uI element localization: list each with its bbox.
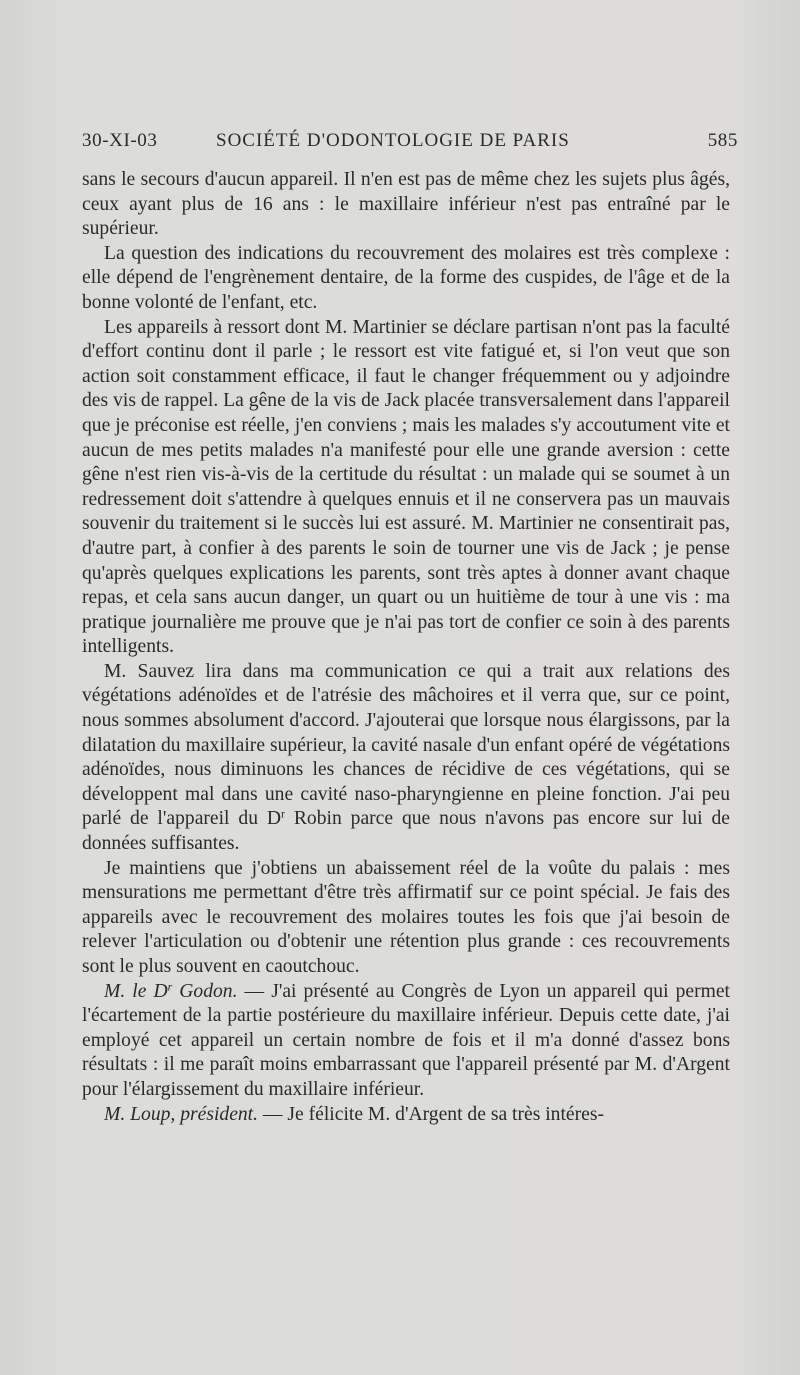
running-header [82, 130, 738, 160]
paragraph-4-text: M. Sauvez lira dans ma communication ce qui a trait aux relations des végétations adénoïdes et de l'atrésie des mâchoires et il verra que, sur ce point, nous sommes absolument d'accord. J'ajouterai que lorsque nous élargissons, par la dilatation du maxillaire supérieur, la cavité nasale d'un enfant opéré de végétations adénoïdes, nous diminuons les chances de récidive de ces végétations, qui se développent mal dans une cavité naso-pharyngienne en pleine fonction. J'ai peu parlé de l'appareil du D [82, 660, 730, 830]
paragraph-2: La question des indications du recouvrement des molaires est très complexe : elle dépend de l'engrènement dentaire, de la forme des cuspides, de l'âge et de la bonne volonté de l'enfant, etc. [82, 242, 730, 313]
speaker-godon-sup: r [167, 980, 173, 994]
paragraph-loup [82, 1103, 730, 1128]
header-title: SOCIÉTÉ D'ODONTOLOGIE DE PARIS [216, 130, 570, 151]
paragraph-1: sans le secours d'aucun appareil. Il n'en est pas de même chez les sujets plus âgés, ceux ayant plus de 16 ans : le maxillaire inférieur n'est pas entraîné par le supérieur. [82, 169, 730, 240]
page-number: 585 [707, 130, 738, 151]
speaker-loup: M. Loup, président. [104, 1103, 259, 1125]
header-date: 30-XI-03 [82, 130, 158, 151]
paragraph-4-sup: r [281, 807, 285, 821]
loup-text: — Je félicite M. d'Argent de sa très intéres- [258, 1103, 604, 1125]
speaker-godon-prefix: M. le D [104, 980, 168, 1002]
paragraph-5: Je maintiens que j'obtiens un abaissement réel de la voûte du palais : mes mensurations me permettant d'être très affirmatif sur ce point spécial. Je fais des appareils avec le recouvrement des molaires toutes les fois que j'ai besoin de relever l'articulation ou d'obtenir une rétention plus grande : ces recouvrements sont le plus souvent en caoutchouc. [82, 857, 730, 977]
paragraph-4-rest: Robin parce que nous n'avons pas encore sur lui de données suffisantes. [82, 808, 730, 855]
godon-text: — J'ai présenté au Congrès de Lyon un appareil qui permet l'écartement de la partie postérieure du maxillaire inférieur. Depuis cette date, j'ai employé cet appareil un certain nombre de fois et il m'a donné d'assez bons résultats : il me paraît moins embarrassant que l'appareil présenté par M. d'Argent pour l'élargissement du maxillaire inférieur. [82, 980, 730, 1100]
speaker-godon-name: Godon. [172, 980, 238, 1002]
speaker-godon [104, 981, 238, 1002]
body-text [82, 168, 730, 1127]
paragraph-3: Les appareils à ressort dont M. Martinier se déclare partisan n'ont pas la faculté d'effort continu dont il parle ; le ressort est vite fatigué et, si l'on veut que son action soit constamment efficace, il faut le changer fréquemment ou y adjoindre des vis de rappel. La gêne de la vis de Jack placée transversalement dans l'appareil que je préconise est réelle, j'en conviens ; mais les malades s'y accoutument vite et aucun de mes petits malades n'a manifesté pour elle une grande aversion : cette gêne n'est rien vis-à-vis de la certitude du résultat : un malade qui se soumet à un redressement doit s'attendre à quelques ennuis et il ne conservera pas un mauvais souvenir du traitement si le succès lui est assuré. M. Martinier ne consentirait pas, d'autre part, à confier à des parents le soin de tourner une vis de Jack ; je pense qu'après quelques explications les parents, sont très aptes à donner avant chaque repas, et cela sans aucun danger, un quart ou un huitième de tour à une vis : ma pratique journalière me prouve que je n'ai pas tort de confier ce soin à des parents intelligents. [82, 316, 730, 658]
paragraph-4 [82, 660, 730, 857]
paragraph-godon [82, 980, 730, 1103]
